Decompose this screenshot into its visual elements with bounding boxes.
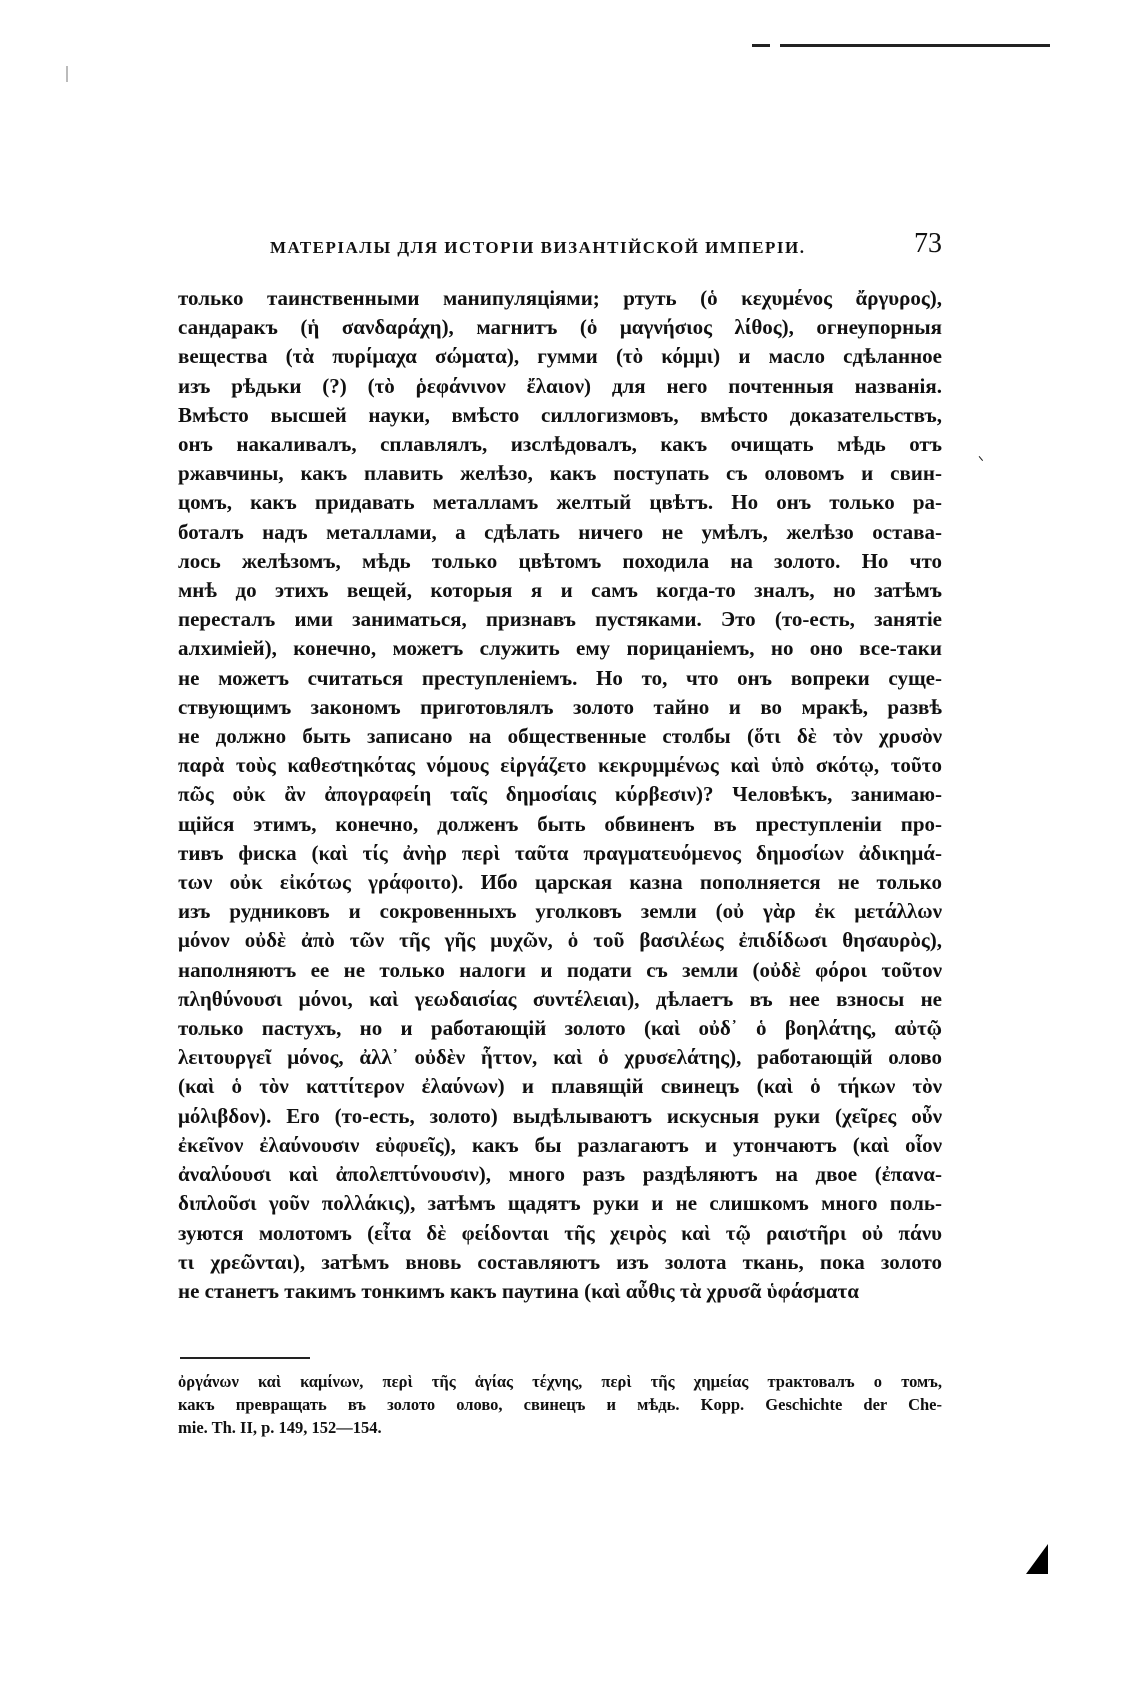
text-line: изъ рудниковъ и сокровенныхъ уголковъ земли (οὐ γὰρ ἐκ μετάλλων: [178, 899, 942, 924]
text-line: не можетъ считаться преступленіемъ. Но то, что онъ вопреки суще-: [178, 665, 942, 690]
corner-mark: [1026, 1544, 1048, 1574]
top-rule: [780, 44, 1050, 47]
text-line: алхимiей), конечно, можетъ служить ему порицаніемъ, но оно все-таки: [178, 636, 942, 661]
text-line: τι χρεῶνται), затѣмъ вновь составляютъ изъ золота ткань, пока золото: [178, 1249, 942, 1274]
text-line: тивъ фиска (καὶ τίς ἀνὴρ περὶ ταῦτα πραγματευόμενος δημοσίων ἀδικημά-: [178, 840, 942, 865]
page-header: [178, 228, 942, 268]
text-line: ржавчины, какъ плавить желѣзо, какъ поступать съ оловомъ и свин-: [178, 461, 942, 486]
footnote: [178, 1370, 942, 1439]
text-line: не станетъ такимъ тонкимъ какъ паутина (καὶ αὖθις τὰ χρυσᾶ ὑφάσματα: [178, 1278, 859, 1303]
text-line: только таинственными манипуляціями; ртуть (ὁ κεχυμένος ἄργυρος),: [178, 286, 942, 310]
text-line: πῶς οὐκ ἂν ἀπογραφείη ταῖς δημοσίαις κύρβεσιν)? Человѣкъ, занимаю-: [178, 782, 942, 807]
text-line: не должно быть записано на общественные столбы (ὅτι δὲ τὸν χρυσὸν: [178, 724, 942, 749]
text-line: только пастухъ, но и работающій золото (καὶ οὐδ᾽ ὁ βοηλάτης, αὐτῷ: [178, 1016, 942, 1041]
text-line: ἐκεῖνον ἐλαύνουσιν εὐφυεῖς), какъ бы разлагаютъ и утончаютъ (καὶ οἷον: [178, 1132, 942, 1157]
text-line: боталъ надъ металлами, а сдѣлать ничего не умѣлъ, желѣзо остава-: [178, 519, 942, 544]
text-line: онъ накаливалъ, сплавлялъ, изслѣдовалъ, какъ очищать мѣдь отъ: [178, 432, 942, 457]
text-line: лось желѣзомъ, мѣдь только цвѣтомъ походила на золото. Но что: [178, 548, 942, 573]
page-number: 73: [914, 228, 942, 259]
text-line: щійся этимъ, конечно, долженъ быть обвиненъ въ преступленіи про-: [178, 811, 942, 836]
text-line: διπλοῦσι γοῦν πολλάκις), затѣмъ щадятъ руки и не слишкомъ много поль-: [178, 1191, 942, 1216]
text-line: ствующимъ закономъ приготовлялъ золото тайно и во мракѣ, развѣ: [178, 694, 942, 719]
text-line: μόλιβδον). Его (то-есть, золото) выдѣлываютъ искусныя руки (χεῖρες οὖν: [178, 1103, 942, 1128]
text-line: мнѣ до этихъ вещей, которыя я и самъ когда-то зналъ, но затѣмъ: [178, 578, 942, 603]
text-line: (καὶ ὁ τὸν καττίτερον ἐλαύνων) и плавящій свинецъ (καὶ ὁ τήκων τὸν: [178, 1074, 942, 1099]
footnote-line: какъ превращать въ золото олово, свинецъ и мѣдь. Kopp. Geschichte der Che-: [178, 1395, 942, 1414]
text-line: изъ рѣдьки (?) (τὸ ῥεφάνινον ἔλαιον) для него почтенныя названія.: [178, 373, 942, 398]
footnote-rule: [180, 1357, 310, 1359]
text-line: λειτουργεῖ μόνος, ἀλλ᾽ οὐδὲν ἧττον, καὶ ὁ χρυσελάτης), работающій олово: [178, 1045, 942, 1070]
main-text: [178, 284, 942, 1306]
text-line: μόνον οὐδὲ ἀπὸ τῶν τῆς γῆς μυχῶν, ὁ τοῦ βασιλέως ἐπιδίδωσι θησαυρὸς),: [178, 928, 942, 953]
text-line: зуются молотомъ (εἶτα δὲ φείδονται τῆς χειρὸς καὶ τῷ ραιστῆρι οὐ πάνυ: [178, 1220, 942, 1245]
text-line: παρὰ τοὺς καθεστηκότας νόμους εἰργάζετο κεκρυμμένως καὶ ὑπὸ σκότῳ, τοῦτο: [178, 753, 942, 778]
text-line: πληθύνουσι μόνοι, καὶ γεωδαισίας συντέλειαι), дѣлаетъ въ нее взносы не: [178, 986, 942, 1011]
text-line: пересталъ ими заниматься, признавъ пустяками. Это (то-есть, занятіе: [178, 607, 942, 632]
margin-mark: ᐠ: [978, 455, 984, 470]
running-head: МАТЕРІАЛЫ ДЛЯ ИСТОРІИ ВИЗАНТІЙСКОЙ ИМПЕРІИ.: [270, 238, 806, 257]
text-line: ἀναλύουσι καὶ ἀπολεπτύνουσιν), много разъ раздѣляютъ на двое (ἐπανα-: [178, 1162, 942, 1187]
left-edge-mark: [66, 66, 68, 82]
top-dash: [752, 44, 770, 47]
text-line: των οὐκ εἰκότως γράφοιτο). Ибо царская казна пополняется не только: [178, 870, 942, 895]
text-line: наполняютъ ее не только налоги и подати съ земли (οὐδὲ φόροι τοῦτον: [178, 957, 942, 982]
footnote-line: ὀργάνων καὶ καμίνων, περὶ τῆς ἁγίας τέχνης, περὶ τῆς χημείας трактовалъ о томъ,: [178, 1372, 942, 1391]
footnote-line: mie. Th. II, p. 149, 152—154.: [178, 1418, 382, 1437]
text-line: вещества (τὰ πυρίμαχα σώματα), гумми (τὸ κόμμι) и масло сдѣланное: [178, 344, 942, 369]
text-line: цомъ, какъ придавать металламъ желтый цвѣтъ. Но онъ только ра-: [178, 490, 942, 515]
text-line: сандаракъ (ἡ σανδαράχη), магнитъ (ὁ μαγνήσιος λίθος), огнеупорныя: [178, 315, 942, 340]
text-line: Вмѣсто высшей науки, вмѣсто силлогизмовъ, вмѣсто доказательствъ,: [178, 402, 942, 427]
